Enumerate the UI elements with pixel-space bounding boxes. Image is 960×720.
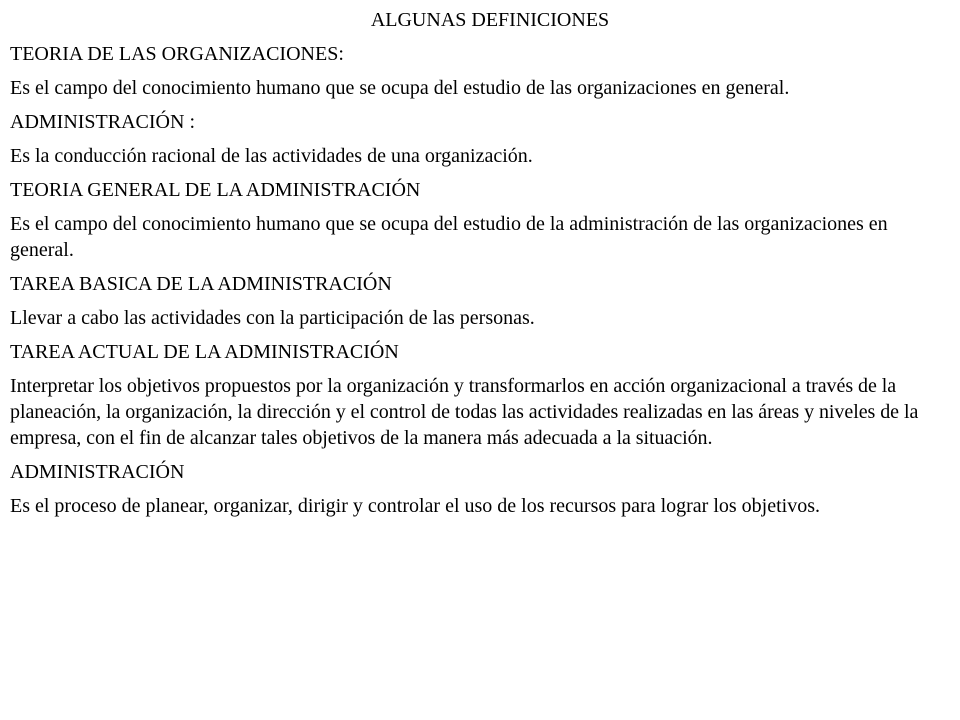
definition-text: Es la conducción racional de las actividades de una organización.: [10, 145, 533, 167]
definition-entry-current-task: [10, 339, 952, 451]
definition-heading: ADMINISTRACIÓN: [10, 461, 185, 483]
definition-entry-administration-process: [10, 459, 952, 519]
definition-heading: TAREA ACTUAL DE LA ADMINISTRACIÓN: [10, 341, 399, 363]
definition-heading: TEORIA DE LAS ORGANIZACIONES:: [10, 43, 344, 65]
document-title: ALGUNAS DEFINICIONES: [370, 9, 610, 31]
definition-entry-theory-organizations: [10, 41, 952, 101]
definition-text: Es el proceso de planear, organizar, dirigir y controlar el uso de los recursos para lograr los objetivos.: [10, 495, 820, 517]
definition-heading: TEORIA GENERAL DE LA ADMINISTRACIÓN: [10, 179, 421, 201]
definition-text: Interpretar los objetivos propuestos por la organización y transformarlos en acción organizacional a través de la planeación, la organización, la dirección y el control de todas las actividades realizadas en las áreas y niveles de la empresa, con el fin de alcanzar tales objetivos de la manera más adecuada a la situación.: [10, 375, 919, 449]
definition-text: Es el campo del conocimiento humano que se ocupa del estudio de las organizaciones en general.: [10, 77, 790, 99]
definition-text: Llevar a cabo las actividades con la participación de las personas.: [10, 307, 535, 329]
definition-heading: TAREA BASICA DE LA ADMINISTRACIÓN: [10, 273, 392, 295]
definition-text: Es el campo del conocimiento humano que se ocupa del estudio de la administración de las organizaciones en general.: [10, 213, 888, 261]
definition-entry-general-theory: [10, 177, 952, 263]
definition-entry-basic-task: [10, 271, 952, 331]
definition-heading: ADMINISTRACIÓN :: [10, 111, 195, 133]
definition-entry-administration: [10, 109, 952, 169]
